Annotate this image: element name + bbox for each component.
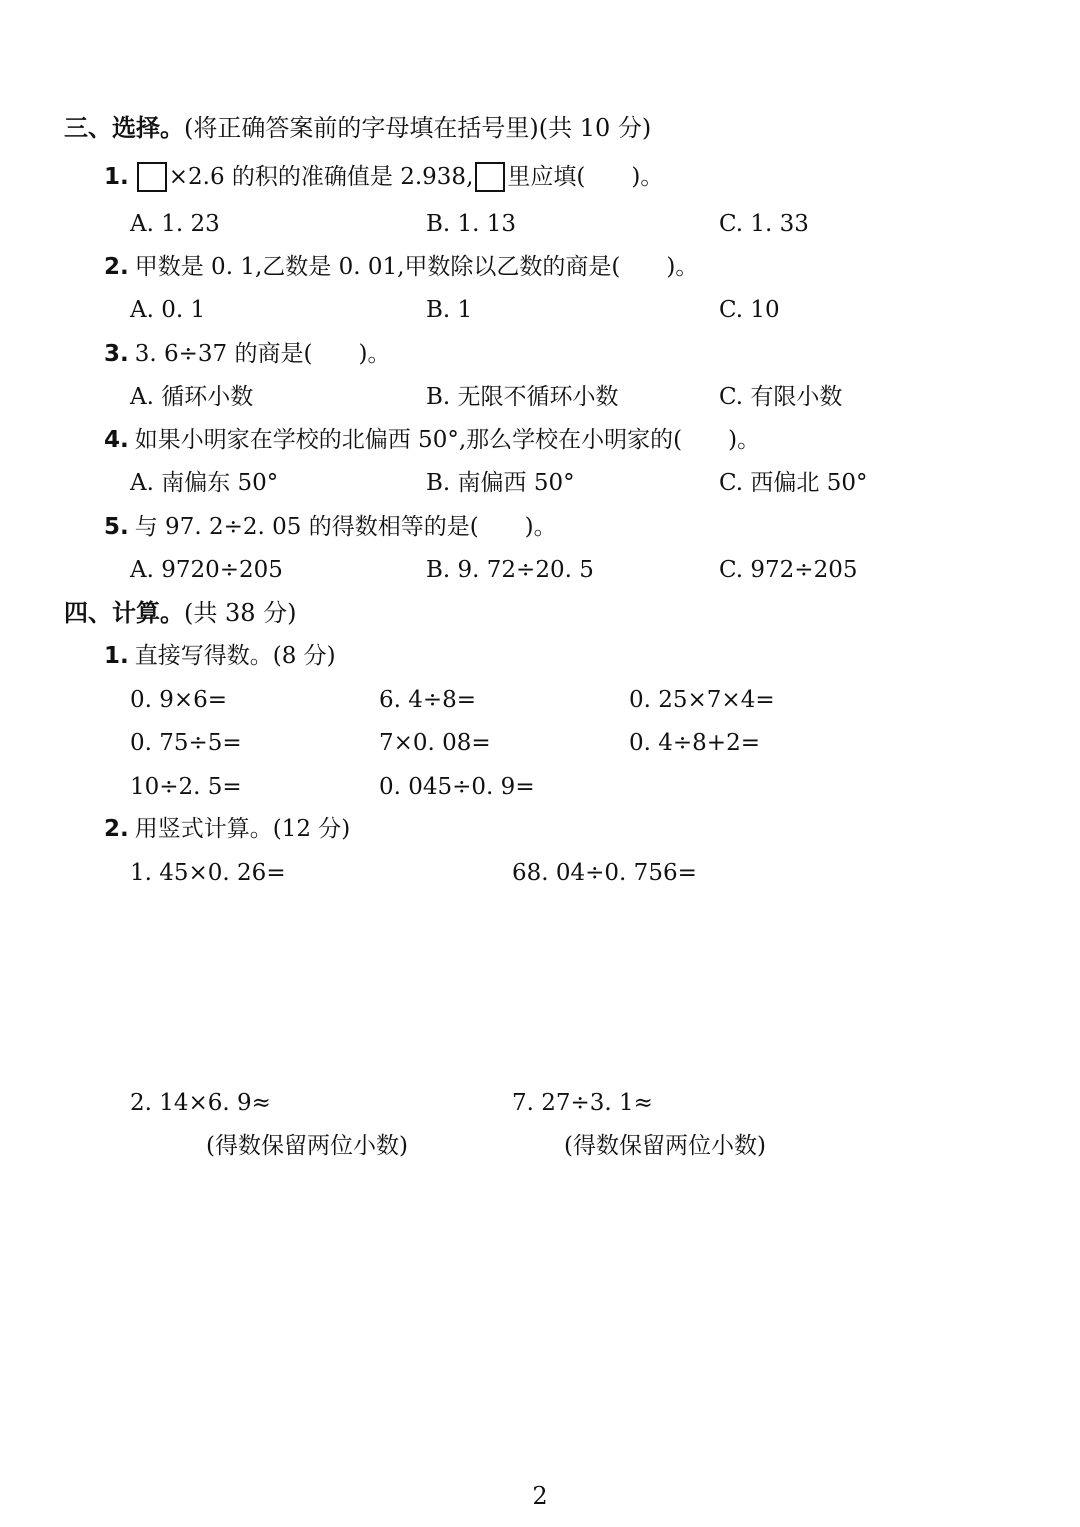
question-end: )。 (631, 164, 664, 190)
question-number: 5. (104, 514, 129, 540)
vertical-calc-item: 68. 04÷0. 756= (512, 860, 697, 886)
question-number: 4. (104, 427, 129, 453)
part-title: 用竖式计算。(12 分) (134, 816, 351, 842)
option-b: B. 1. 13 (426, 211, 517, 237)
section4-title: 四、计算。 (64, 599, 184, 627)
section3-instruction: (将正确答案前的字母填在括号里)(共 10 分) (184, 114, 652, 142)
option-a: A. 0. 1 (130, 297, 206, 323)
mental-calc-item: 0. 045÷0. 9= (379, 774, 535, 800)
option-b: B. 1 (426, 297, 473, 323)
part-title: 直接写得数。(8 分) (134, 643, 336, 669)
part-number: 1. (104, 643, 129, 669)
section4-heading (64, 598, 297, 628)
part-number: 2. (104, 816, 129, 842)
section3-heading (64, 113, 651, 143)
question-2 (104, 252, 698, 282)
option-c: C. 1. 33 (719, 211, 809, 237)
question-text: ×2.6 的积的准确值是 2.938, (168, 164, 474, 190)
question-5 (104, 512, 557, 542)
option-b: B. 9. 72÷20. 5 (426, 557, 594, 583)
question-3 (104, 339, 390, 369)
question-4 (104, 425, 760, 455)
mental-calc-item: 7×0. 08= (379, 730, 491, 756)
question-text: 与 97. 2÷2. 05 的得数相等的是( (134, 514, 479, 540)
option-a: A. 循环小数 (130, 384, 254, 410)
option-c: C. 西偏北 50° (719, 470, 868, 496)
mental-calc-item: 10÷2. 5= (130, 774, 242, 800)
answer-box[interactable] (475, 162, 505, 192)
answer-box[interactable] (137, 162, 167, 192)
rounding-note: (得数保留两位小数) (564, 1133, 766, 1159)
question-end: )。 (358, 341, 391, 367)
question-text: 3. 6÷37 的商是( (134, 341, 313, 367)
question-number: 1. (104, 164, 129, 190)
question-text: 如果小明家在学校的北偏西 50°,那么学校在小明家的( (134, 427, 683, 453)
part-1-title (104, 641, 336, 671)
question-end: )。 (524, 514, 557, 540)
mental-calc-item: 0. 25×7×4= (629, 687, 775, 713)
option-a: A. 9720÷205 (130, 557, 283, 583)
page-number: 2 (532, 1482, 548, 1510)
option-c: C. 有限小数 (719, 384, 843, 410)
option-a: A. 南偏东 50° (130, 470, 279, 496)
mental-calc-item: 6. 4÷8= (379, 687, 477, 713)
part-2-title (104, 814, 350, 844)
question-1 (104, 162, 663, 192)
question-end: )。 (728, 427, 761, 453)
vertical-calc-item: 2. 14×6. 9≈ (130, 1090, 271, 1116)
mental-calc-item: 0. 9×6= (130, 687, 228, 713)
question-number: 3. (104, 341, 129, 367)
option-c: C. 972÷205 (719, 557, 858, 583)
option-b: B. 南偏西 50° (426, 470, 575, 496)
question-text: 里应填( (507, 164, 586, 190)
section4-score: (共 38 分) (184, 599, 297, 627)
option-c: C. 10 (719, 297, 780, 323)
mental-calc-item: 0. 75÷5= (130, 730, 242, 756)
question-number: 2. (104, 254, 129, 280)
question-text: 甲数是 0. 1,乙数是 0. 01,甲数除以乙数的商是( (134, 254, 621, 280)
option-b: B. 无限不循环小数 (426, 384, 619, 410)
rounding-note: (得数保留两位小数) (206, 1133, 408, 1159)
question-end: )。 (666, 254, 699, 280)
section3-title: 三、选择。 (64, 114, 184, 142)
option-a: A. 1. 23 (130, 211, 220, 237)
vertical-calc-item: 7. 27÷3. 1≈ (512, 1090, 653, 1116)
vertical-calc-item: 1. 45×0. 26= (130, 860, 286, 886)
mental-calc-item: 0. 4÷8+2= (629, 730, 760, 756)
